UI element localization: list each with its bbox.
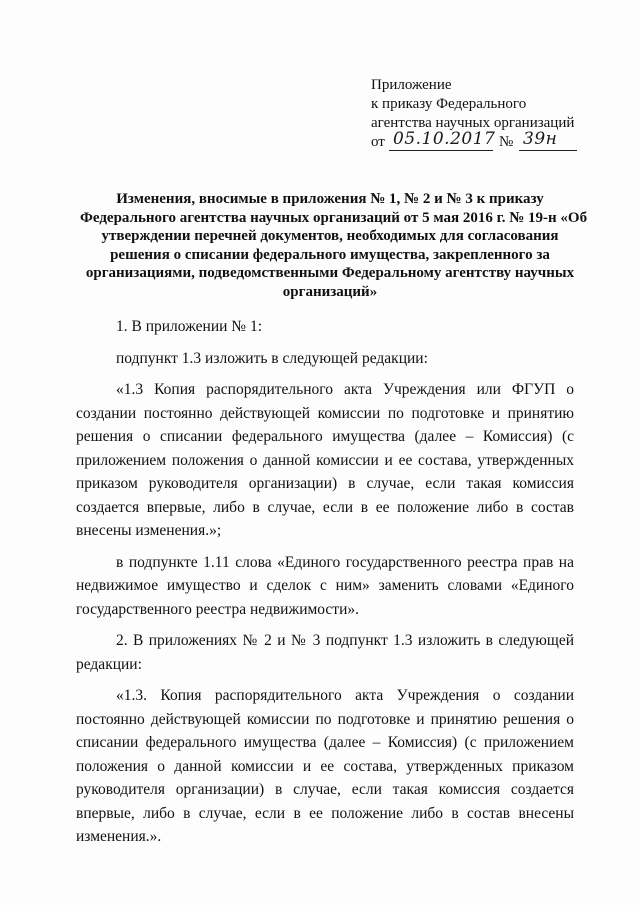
title-line-6: организаций» <box>282 283 378 300</box>
date-label: от <box>371 134 385 150</box>
number-label: № <box>499 134 514 150</box>
paragraph-quote-2: «1.3. Копия распорядительного акта Учреждения о создании постоянно действующей комиссии по подготовке и принятию решения о списании федерального имущества (далее – Комиссия) (с приложением положения о данной комиссии и ее состава, утвержденных приказом руководителя организации) в случае, если такая комиссия создается впервые, либо в случае, если в ее положение либо в состав внесены изменения.». <box>76 687 574 845</box>
handwritten-number: 39н <box>523 129 558 149</box>
approval-block <box>371 76 611 155</box>
approval-line-2: к приказу Федерального <box>371 96 527 112</box>
approval-line-3: агентства научных организаций <box>371 115 575 131</box>
title-line-1: Изменения, вносимые в приложения № 1, № 2 и № 3 к приказу <box>116 191 544 207</box>
title-line-5: организациями, подведомственными Федеральному агентству научных <box>85 265 575 281</box>
order-reference <box>371 129 611 155</box>
date-underline <box>389 150 493 151</box>
title-line-3: утверждении перечней документов, необходимых для согласования <box>101 228 559 244</box>
title-line-2: Федерального агентства научных организаций от 5 мая 2016 г. № 19-н «Об <box>80 209 588 226</box>
document-title <box>80 190 588 301</box>
title-line-4: решения о списании федерального имущества, закрепленного за <box>110 246 550 263</box>
number-underline <box>519 150 577 151</box>
handwritten-date: 05.10.2017 <box>393 129 496 149</box>
paragraph-subpoint-1-11: в подпункте 1.11 слова «Единого государственного реестра прав на недвижимое имущество и сделок с ним» заменить словами «Единого государственного реестра недвижимости». <box>76 553 574 618</box>
approval-line-1: Приложение <box>371 77 452 93</box>
paragraph-section-2: 2. В приложениях № 2 и № 3 подпункт 1.3 изложить в следующей редакции: <box>76 632 574 673</box>
document-body <box>76 315 574 857</box>
paragraph-section-1: 1. В приложении № 1: <box>116 318 263 335</box>
paragraph-quote-1: «1.3 Копия распорядительного акта Учреждения или ФГУП о создании постоянно действующей комиссии по подготовке и принятию решения о списании федерального имущества (далее – Комиссия) (с приложением положения о данной комиссии и ее состава, утвержденных приказом руководителя организации) в случае, если такая комиссия создается впервые, либо в случае, если в ее положение либо в состав внесены изменения.»; <box>76 381 574 539</box>
paragraph-subpoint-intro: подпункт 1.3 изложить в следующей редакции: <box>116 349 428 367</box>
